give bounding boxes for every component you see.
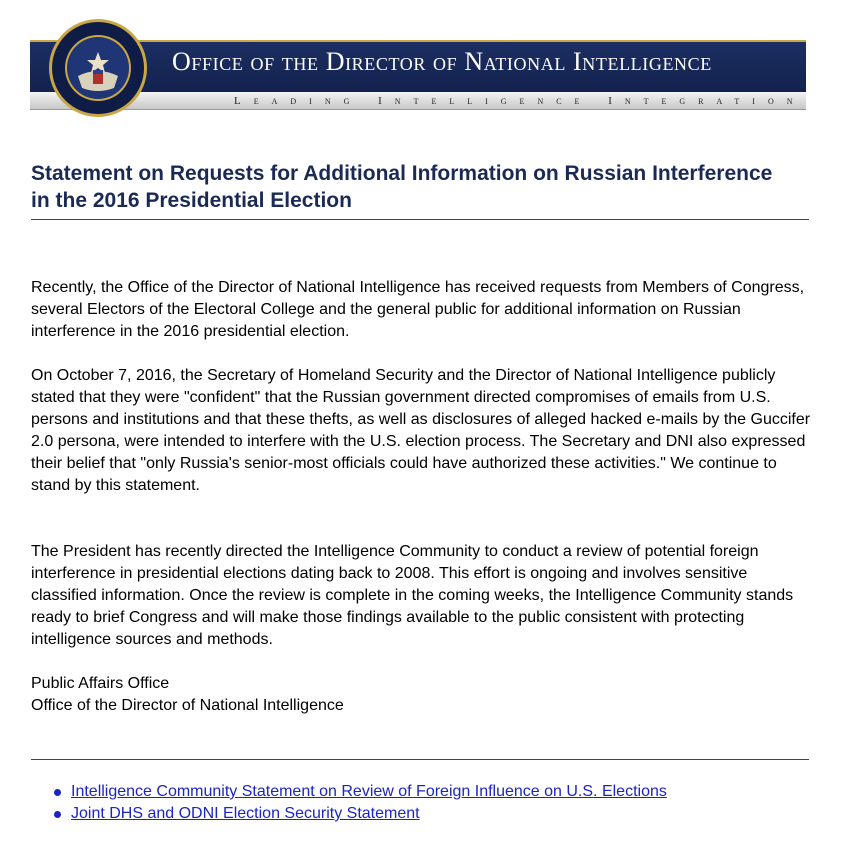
signature-office: Public Affairs Office (31, 675, 170, 692)
footer-divider (31, 759, 809, 760)
title-divider (31, 219, 809, 220)
page-title: Statement on Requests for Additional Information on Russian Interference in the 2016 Presidential Election (31, 162, 773, 212)
paragraph-1: Recently, the Office of the Director of National Intelligence has received requests from Members of Congress, several Electors of the Electoral College and the general public for additional information on Russian interference in the 2016 presidential election. (31, 279, 805, 340)
related-links-list (52, 781, 667, 825)
bullet-icon (54, 811, 61, 818)
link-ic-statement[interactable]: Intelligence Community Statement on Review of Foreign Influence on U.S. Elections (71, 783, 667, 800)
list-item (52, 781, 667, 803)
banner-title: Office of the Director of National Intelligence (172, 47, 712, 76)
bullet-icon (54, 789, 61, 796)
signature-org: Office of the Director of National Intelligence (31, 697, 344, 714)
banner-tagline: Leading Intelligence Integration (234, 95, 806, 107)
paragraph-3: The President has recently directed the Intelligence Community to conduct a review of potential foreign interference in presidential elections dating back to 2008. This effort is ongoing and involves sensitive classified information. Once the review is complete in the coming weeks, the Intelligence Community stands ready to brief Congress and will make those findings available to the public consistent with protecting intelligence sources and methods. (31, 543, 794, 648)
list-item (52, 803, 667, 825)
header-banner (30, 18, 806, 107)
link-joint-dhs-odni[interactable]: Joint DHS and ODNI Election Security Statement (71, 805, 420, 822)
paragraph-2: On October 7, 2016, the Secretary of Homeland Security and the Director of National Intelligence publicly stated that they were "confident" that the Russian government directed compromises of emails from U.S. persons and institutions and that these thefts, as well as disclosures of alleged hacked e-mails by the Guccifer 2.0 persona, were intended to interfere with the U.S. election process. The Secretary and DNI also expressed their belief that "only Russia's senior-most officials could have authorized these activities." We continue to stand by this statement. (31, 367, 811, 494)
odni-seal-icon (48, 18, 148, 118)
